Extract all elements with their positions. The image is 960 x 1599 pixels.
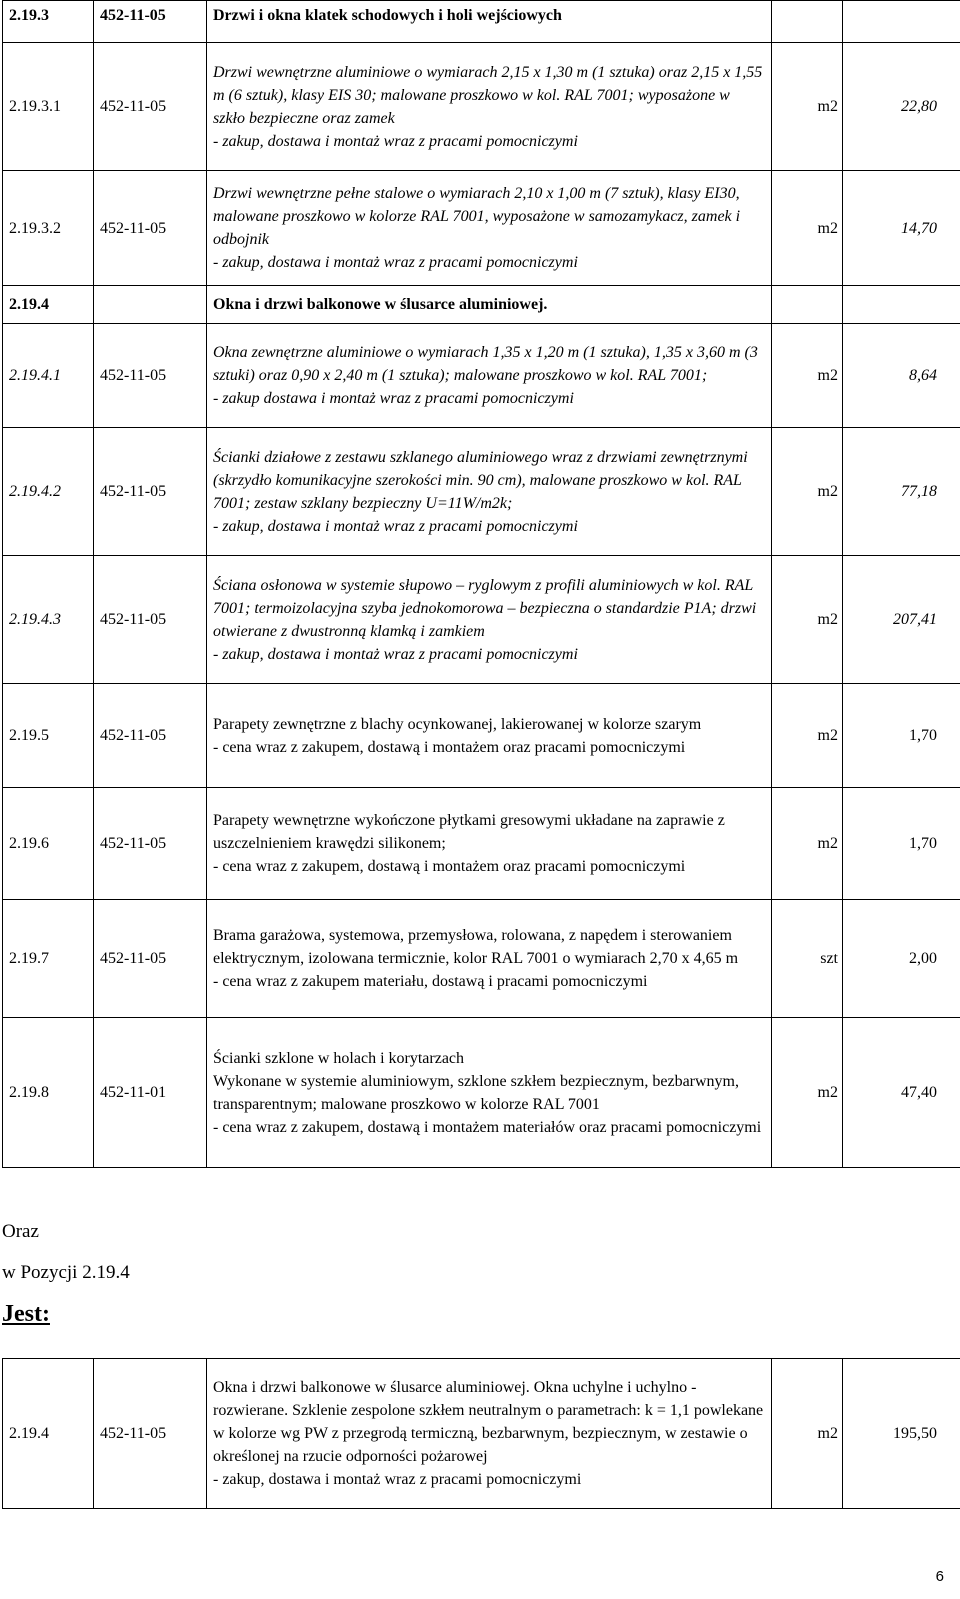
table-row (3, 428, 960, 556)
description-line: Ścianki szklone w holach i korytarzach (213, 1049, 465, 1067)
description-line: Okna zewnętrzne aluminiowe o wymiarach 1,35 x 1,20 m (1 sztuka), 1,35 x 3,60 m (3 sztuki) oraz 0,90 x 2,40 m (1 sztuka); malowane proszkowo w kol. RAL 7001; (213, 344, 758, 384)
table-row (3, 324, 960, 428)
table-row (3, 43, 960, 171)
unit-cell: m2 (772, 1018, 843, 1168)
position-number: 2.19.4 (3, 1359, 94, 1509)
position-number: 2.19.8 (3, 1018, 94, 1168)
description-line: - zakup dostawa i montaż wraz z pracami pomocniczymi (213, 390, 574, 407)
section-title: Okna i drzwi balkonowe w ślusarce aluminiowej. (207, 286, 772, 324)
table-row (3, 900, 960, 1018)
qty-cell (843, 286, 960, 324)
item-description (207, 900, 772, 1018)
qty-cell: 207,41 (843, 556, 960, 684)
position-number: 2.19.4.2 (3, 428, 94, 556)
description-line: Wykonane w systemie aluminiowym, szklone szkłem bezpiecznym, bezbarwnym, (213, 1072, 739, 1090)
qty-cell: 195,50 (843, 1359, 960, 1509)
qty-cell: 2,00 (843, 900, 960, 1018)
unit-cell (772, 286, 843, 324)
page-number: 6 (935, 1568, 944, 1585)
description-line: transparentnym; malowane proszkowo w kolorze RAL 7001 (213, 1095, 600, 1113)
specification-table (2, 0, 960, 1168)
position-number: 2.19.3 (3, 1, 94, 43)
catalog-code (94, 286, 207, 324)
table-row (3, 556, 960, 684)
description-line: Ścianki działowe z zestawu szklanego aluminiowego wraz z drzwiami zewnętrznymi (skrzydło komunikacyjne szerokości min. 90 cm), malowane proszkowo w kol. RAL 7001; zestaw szklany bezpieczny U=11W/m2k; (213, 448, 748, 512)
qty-cell: 47,40 (843, 1018, 960, 1168)
unit-cell: m2 (772, 556, 843, 684)
section-header-2-19-4 (3, 286, 960, 324)
description-line: - zakup, dostawa i montaż wraz z pracami pomocniczymi (213, 645, 578, 663)
unit-cell: m2 (772, 788, 843, 900)
item-description (207, 324, 772, 428)
description-line: - zakup, dostawa i montaż wraz z pracami pomocniczymi (213, 517, 578, 535)
catalog-code: 452-11-05 (94, 684, 207, 788)
description-line: - zakup, dostawa i montaż wraz z pracami pomocniczymi (213, 254, 578, 271)
description-line: Drzwi wewnętrzne aluminiowe o wymiarach 2,15 x 1,30 m (1 sztuka) oraz 2,15 x 1,55 m (6 sztuk), klasy EIS 30; malowane proszkowo w kol. RAL 7001; wyposażone w szkło bezpieczne oraz zamek (213, 63, 763, 127)
catalog-code: 452-11-05 (94, 171, 207, 286)
description-line: - cena wraz z zakupem materiału, dostawą i pracami pomocniczymi (213, 973, 648, 990)
qty-cell (843, 1, 960, 43)
catalog-code: 452-11-05 (94, 900, 207, 1018)
unit-cell: m2 (772, 684, 843, 788)
item-description (207, 788, 772, 900)
position-number: 2.19.7 (3, 900, 94, 1018)
table-row (3, 788, 960, 900)
description-line: - cena wraz z zakupem, dostawą i montażem materiałów oraz pracami pomocniczymi (213, 1118, 762, 1136)
catalog-code: 452-11-01 (94, 1018, 207, 1168)
description-line: - cena wraz z zakupem, dostawą i montażem oraz pracami pomocniczymi (213, 738, 686, 756)
item-description (207, 43, 772, 171)
description-line: Okna i drzwi balkonowe w ślusarce aluminiowej. Okna uchylne i uchylno - rozwierane. Szklenie zespolone szkłem neutralnym o parametrach: k = 1,1 powlekane w kolorze wg PW z przegrodą termiczną, bezbarwnym, bezpiecznym, w zestawie o określonej na rzucie odporności pożarowej (213, 1379, 764, 1465)
description-line: Parapety wewnętrzne wykończone płytkami gresowymi układane na zaprawie z uszczelnieniem krawędzi silikonem; (213, 812, 725, 852)
qty-cell: 14,70 (843, 171, 960, 286)
position-number: 2.19.4.3 (3, 556, 94, 684)
unit-cell: szt (772, 900, 843, 1018)
qty-cell: 1,70 (843, 684, 960, 788)
replacement-table (2, 1358, 960, 1509)
item-description (207, 1359, 772, 1509)
position-number: 2.19.4 (3, 286, 94, 324)
note-jest: Jest: (2, 1301, 50, 1327)
unit-cell: m2 (772, 324, 843, 428)
position-number: 2.19.5 (3, 684, 94, 788)
description-line: - zakup, dostawa i montaż wraz z pracami pomocniczymi (213, 1471, 582, 1488)
description-line: Brama garażowa, systemowa, przemysłowa, rolowana, z napędem i sterowaniem elektrycznym, izolowana termicznie, kolor RAL 7001 o wymiarach 2,70 x 4,65 m (213, 927, 739, 967)
position-number: 2.19.3.2 (3, 171, 94, 286)
item-description (207, 428, 772, 556)
description-line: Parapety zewnętrzne z blachy ocynkowanej, lakierowanej w kolorze szarym (213, 715, 702, 733)
unit-cell: m2 (772, 171, 843, 286)
section-header-2-19-3 (3, 1, 960, 43)
position-number: 2.19.3.1 (3, 43, 94, 171)
unit-cell: m2 (772, 43, 843, 171)
table-row (3, 1018, 960, 1168)
item-description (207, 171, 772, 286)
catalog-code: 452-11-05 (94, 1359, 207, 1509)
unit-cell: m2 (772, 1359, 843, 1509)
description-line: Drzwi wewnętrzne pełne stalowe o wymiarach 2,10 x 1,00 m (7 sztuk), klasy EI30, malowane proszkowo w kolorze RAL 7001, wyposażone w samozamykacz, zamek i odbojnik (213, 185, 741, 248)
unit-cell (772, 1, 843, 43)
qty-cell: 8,64 (843, 324, 960, 428)
item-description (207, 1018, 772, 1168)
note-oraz: Oraz (2, 1221, 39, 1242)
catalog-code: 452-11-05 (94, 788, 207, 900)
section-title: Drzwi i okna klatek schodowych i holi wejściowych (207, 1, 772, 43)
qty-cell: 22,80 (843, 43, 960, 171)
table-row (3, 684, 960, 788)
description-line: Ściana osłonowa w systemie słupowo – ryglowym z profili aluminiowych w kol. RAL 7001; termoizolacyjna szyba jednokomorowa – bezpieczna o standardzie P1A; drzwi otwierane z dwustronną klamką i zamkiem (213, 576, 757, 640)
unit-cell: m2 (772, 428, 843, 556)
table-row (3, 171, 960, 286)
description-line: - zakup, dostawa i montaż wraz z pracami pomocniczymi (213, 132, 578, 150)
item-description (207, 556, 772, 684)
catalog-code: 452-11-05 (94, 1, 207, 43)
description-line: - cena wraz z zakupem, dostawą i montażem oraz pracami pomocniczymi (213, 858, 686, 875)
note-position: w Pozycji 2.19.4 (2, 1262, 130, 1283)
item-description (207, 684, 772, 788)
qty-cell: 77,18 (843, 428, 960, 556)
position-number: 2.19.4.1 (3, 324, 94, 428)
catalog-code: 452-11-05 (94, 43, 207, 171)
catalog-code: 452-11-05 (94, 324, 207, 428)
catalog-code: 452-11-05 (94, 556, 207, 684)
table-row (3, 1359, 960, 1509)
qty-cell: 1,70 (843, 788, 960, 900)
catalog-code: 452-11-05 (94, 428, 207, 556)
position-number: 2.19.6 (3, 788, 94, 900)
